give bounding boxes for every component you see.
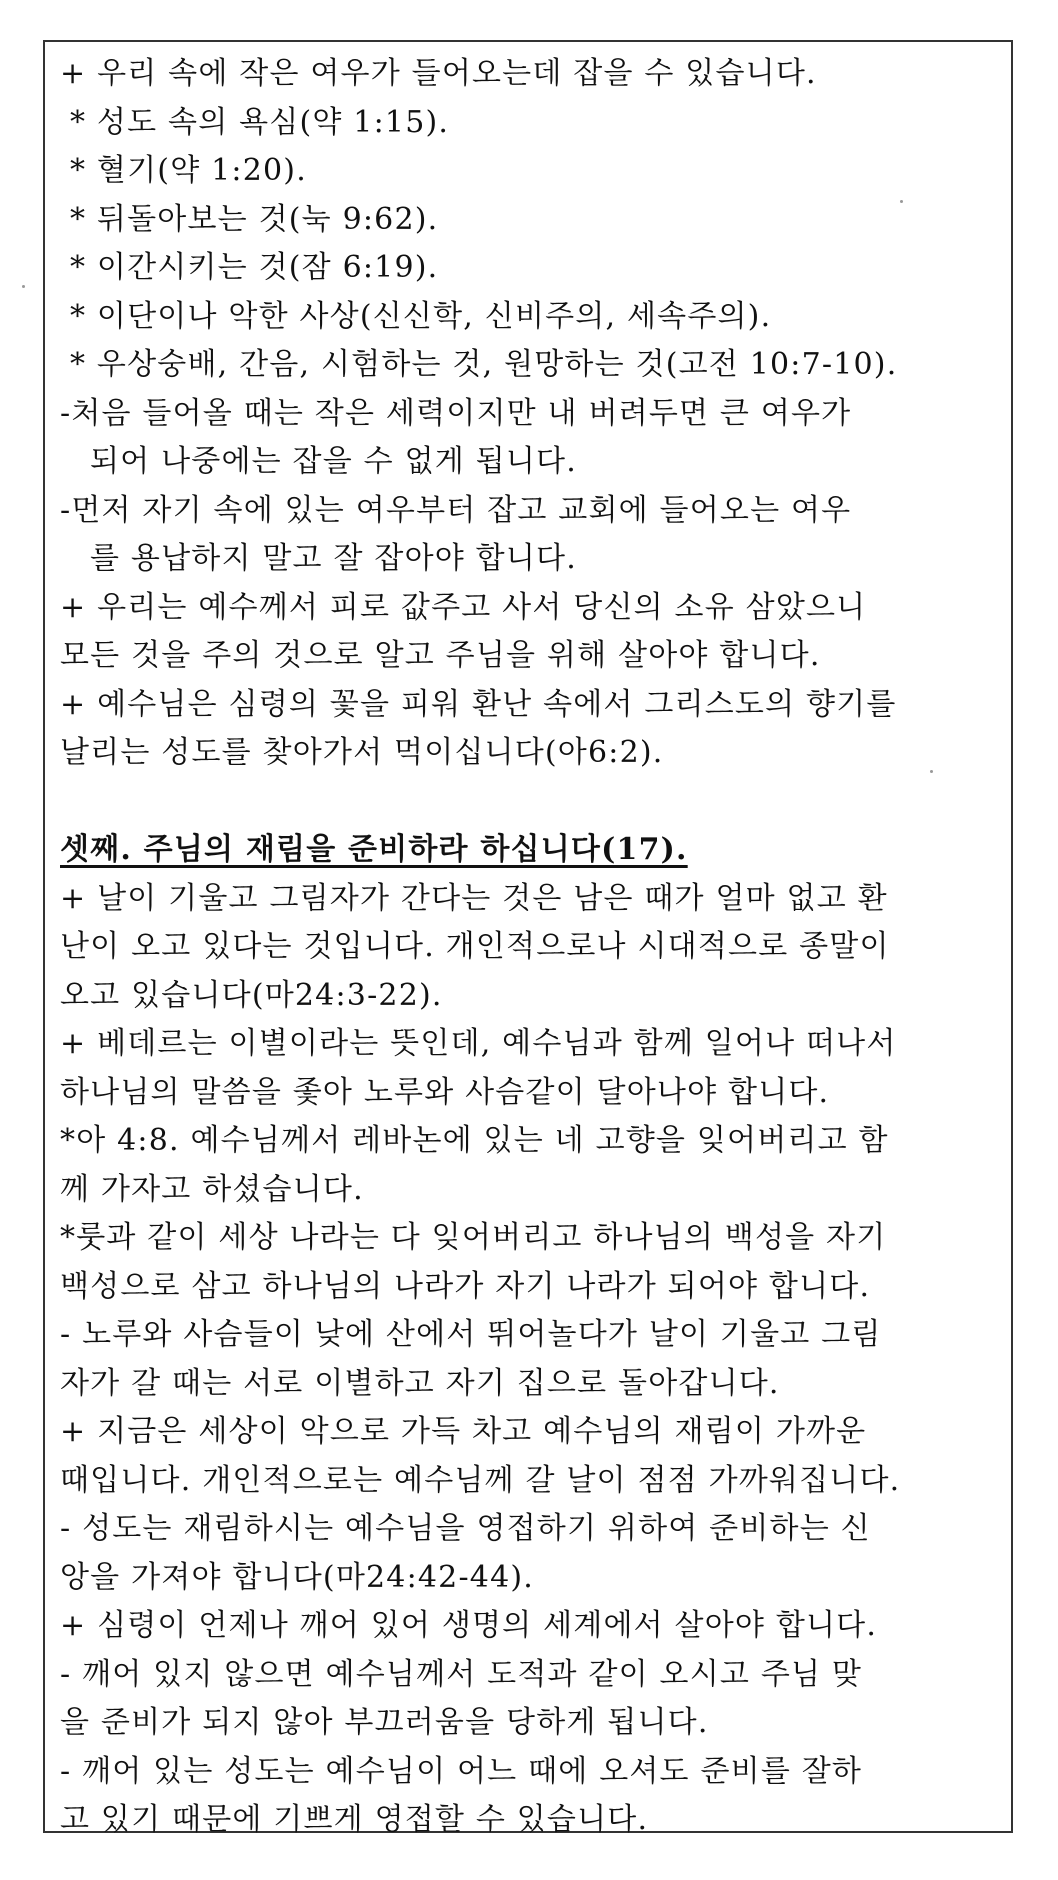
text-line: + 날이 기울고 그림자가 간다는 것은 남은 때가 얼마 없고 환 (60, 880, 888, 916)
text-line: + 우리는 예수께서 피로 값주고 사서 당신의 소유 삼았으니 (60, 589, 867, 625)
text-line: 께 가자고 하셨습니다. (60, 1171, 364, 1207)
text-line: + 심령이 언제나 깨어 있어 생명의 세계에서 살아야 합니다. (60, 1608, 878, 1643)
text-line: 난이 오고 있다는 것입니다. 개인적으로나 시대적으로 종말이 (60, 929, 890, 964)
spacer (60, 778, 1010, 827)
text-line: 오고 있습니다(마24:3-22). (60, 977, 443, 1013)
text-line: 고 있기 때문에 기쁘게 영접할 수 있습니다. (60, 1802, 649, 1837)
text-line: - 깨어 있지 않으면 예수님께서 도적과 같이 오시고 주님 맞 (60, 1656, 863, 1692)
text-line: *아 4:8. 예수님께서 레바논에 있는 네 고향을 잊어버리고 함 (60, 1123, 889, 1158)
text-line: - 깨어 있는 성도는 예수님이 어느 때에 오셔도 준비를 잘하 (60, 1753, 863, 1789)
text-line: * 우상숭배, 간음, 시험하는 것, 원망하는 것(고전 10:7-10). (70, 347, 898, 382)
scan-speck (22, 285, 25, 288)
section-three (60, 826, 1010, 1845)
text-line: * 이단이나 악한 사상(신신학, 신비주의, 세속주의). (70, 298, 772, 334)
text-line: 때입니다. 개인적으로는 예수님께 갈 날이 점점 가까워집니다. (60, 1462, 901, 1498)
text-line: + 우리 속에 작은 여우가 들어오는데 잡을 수 있습니다. (60, 56, 817, 91)
text-line: 하나님의 말씀을 좇아 노루와 사슴같이 달아나야 합니다. (60, 1074, 830, 1110)
text-line: 되어 나중에는 잡을 수 없게 됩니다. (90, 444, 577, 479)
text-line: 을 준비가 되지 않아 부끄러움을 당하게 됩니다. (60, 1705, 709, 1740)
text-line: * 성도 속의 욕심(약 1:15). (70, 104, 450, 140)
text-line: 백성으로 삼고 하나님의 나라가 자기 나라가 되어야 합니다. (60, 1268, 871, 1304)
text-line: 모든 것을 주의 것으로 알고 주님을 위해 살아야 합니다. (60, 638, 821, 673)
text-line: 날리는 성도를 찾아가서 먹이십니다(아6:2). (60, 735, 664, 770)
text-line: - 성도는 재림하시는 예수님을 영접하기 위하여 준비하는 신 (60, 1511, 871, 1546)
text-line: * 혈기(약 1:20). (70, 153, 307, 188)
text-line: 자가 갈 때는 서로 이별하고 자기 집으로 돌아갑니다. (60, 1365, 780, 1401)
document-body (60, 50, 1010, 1845)
scan-speck (930, 770, 933, 773)
text-line: + 지금은 세상이 악으로 가득 차고 예수님의 재림이 가까운 (60, 1414, 867, 1449)
text-line: * 뒤돌아보는 것(눅 9:62). (70, 201, 439, 237)
text-line: 를 용납하지 말고 잘 잡아야 합니다. (90, 541, 577, 576)
section-heading: 셋째. 주님의 재림을 준비하라 하십니다(17). (60, 832, 688, 867)
text-line: -먼저 자기 속에 있는 여우부터 잡고 교회에 들어오는 여우 (60, 492, 852, 528)
text-line: + 베데르는 이별이라는 뜻인데, 예수님과 함께 일어나 떠나서 (60, 1026, 897, 1061)
scan-speck (900, 200, 903, 203)
section-two-tail (60, 50, 1010, 778)
text-line: *룻과 같이 세상 나라는 다 잊어버리고 하나님의 백성을 자기 (60, 1220, 887, 1255)
text-line: * 이간시키는 것(잠 6:19). (70, 250, 439, 285)
text-line: + 예수님은 심령의 꽃을 피워 환난 속에서 그리스도의 향기를 (60, 686, 897, 722)
text-line: - 노루와 사슴들이 낮에 산에서 뛰어놀다가 날이 기울고 그림 (60, 1317, 882, 1352)
text-line: 앙을 가져야 합니다(마24:42-44). (60, 1559, 535, 1595)
text-line: -처음 들어올 때는 작은 세력이지만 내 버려두면 큰 여우가 (60, 395, 852, 431)
